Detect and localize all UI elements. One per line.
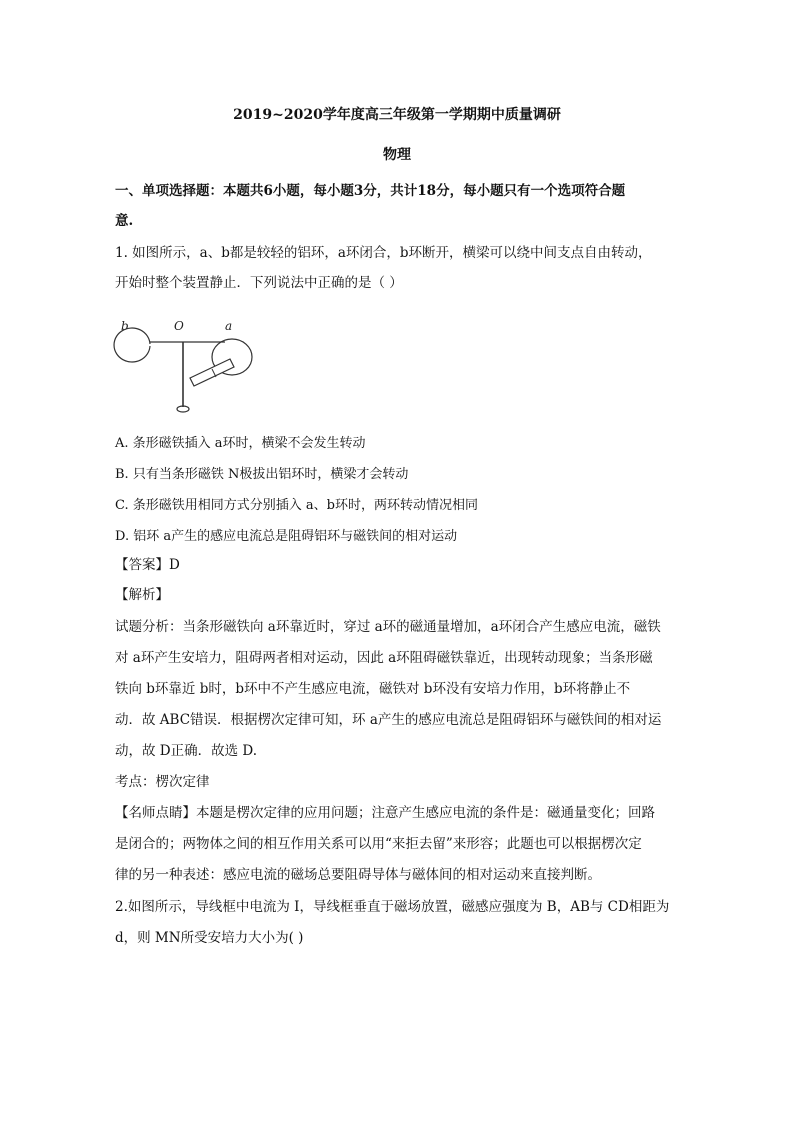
figure-label-a: a [225,319,233,333]
q1-stem: 1. 如图所示，a、b都是较轻的铝环，a环闭合，b环断开，横梁可以绕中间支点自由转动， [115,245,652,261]
q1-analysis-line: 对 a环产生安培力，阻碍两者相对运动，因此 a环阻碍磁铁靠近，出现转动现象；当条形磁 [115,650,653,666]
section-heading: 一、单项选择题：本题共6小题，每小题3分，共计18分，每小题只有一个选项符合题 [115,183,626,199]
subject-title: 物理 [383,147,411,163]
q1-tip-line: 律的另一种表述：感应电流的磁场总要阻碍导体与磁体间的相对运动来直接判断。 [115,867,601,883]
q1-analysis-line: 铁向 b环靠近 b时，b环中不产生感应电流，磁铁对 b环没有安培力作用，b环将静止不 [115,681,631,697]
q1-analysis-line: 动．故 ABC错误．根据楞次定律可知，环 a产生的感应电流总是阻碍铝环与磁铁间的相对运 [115,712,662,728]
q1-answer: 【答案】D [115,557,180,573]
q1-analysis-label: 【解析】 [115,587,169,603]
q1-option-c: C. 条形磁铁用相同方式分别插入 a、b环时，两环转动情况相同 [115,498,478,513]
q1-tip-line: 【名师点睛】本题是楞次定律的应用问题；注意产生感应电流的条件是：磁通量变化；回路 [115,805,655,821]
q1-stem-cont: 开始时整个装置静止．下列说法中正确的是（ ） [115,275,403,291]
q1-analysis-line: 动，故 D正确．故选 D. [115,743,258,759]
figure-label-o: O [174,319,184,333]
q1-analysis-line: 试题分析：当条形磁铁向 a环靠近时，穿过 a环的磁通量增加，a环闭合产生感应电流，磁铁 [115,619,661,635]
q1-tip-line: 是闭合的；两物体之间的相互作用关系可以用“来拒去留”来形容；此题也可以根据楞次定 [115,836,642,852]
q1-kaodian: 考点：楞次定律 [115,774,210,790]
q1-option-a: A. 条形磁铁插入 a环时，横梁不会发生转动 [115,436,366,451]
ring-b [114,328,150,362]
q2-stem: 2.如图所示，导线框中电流为 I，导线框垂直于磁场放置，磁感应强度为 B，AB与 CD相距为 [115,899,670,915]
q1-figure [112,315,262,417]
document-title: 2019~2020学年度高三年级第一学期期中质量调研 [233,107,561,123]
bar-magnet [190,359,234,386]
section-heading-cont: 意. [115,213,134,229]
figure-label-b: b [121,319,129,333]
q1-option-b: B. 只有当条形磁铁 N极拔出铝环时，横梁才会转动 [115,467,409,482]
q1-option-d: D. 铝环 a产生的感应电流总是阻碍铝环与磁铁间的相对运动 [115,529,458,544]
q2-stem-cont: d，则 MN所受安培力大小为( ) [115,930,304,946]
